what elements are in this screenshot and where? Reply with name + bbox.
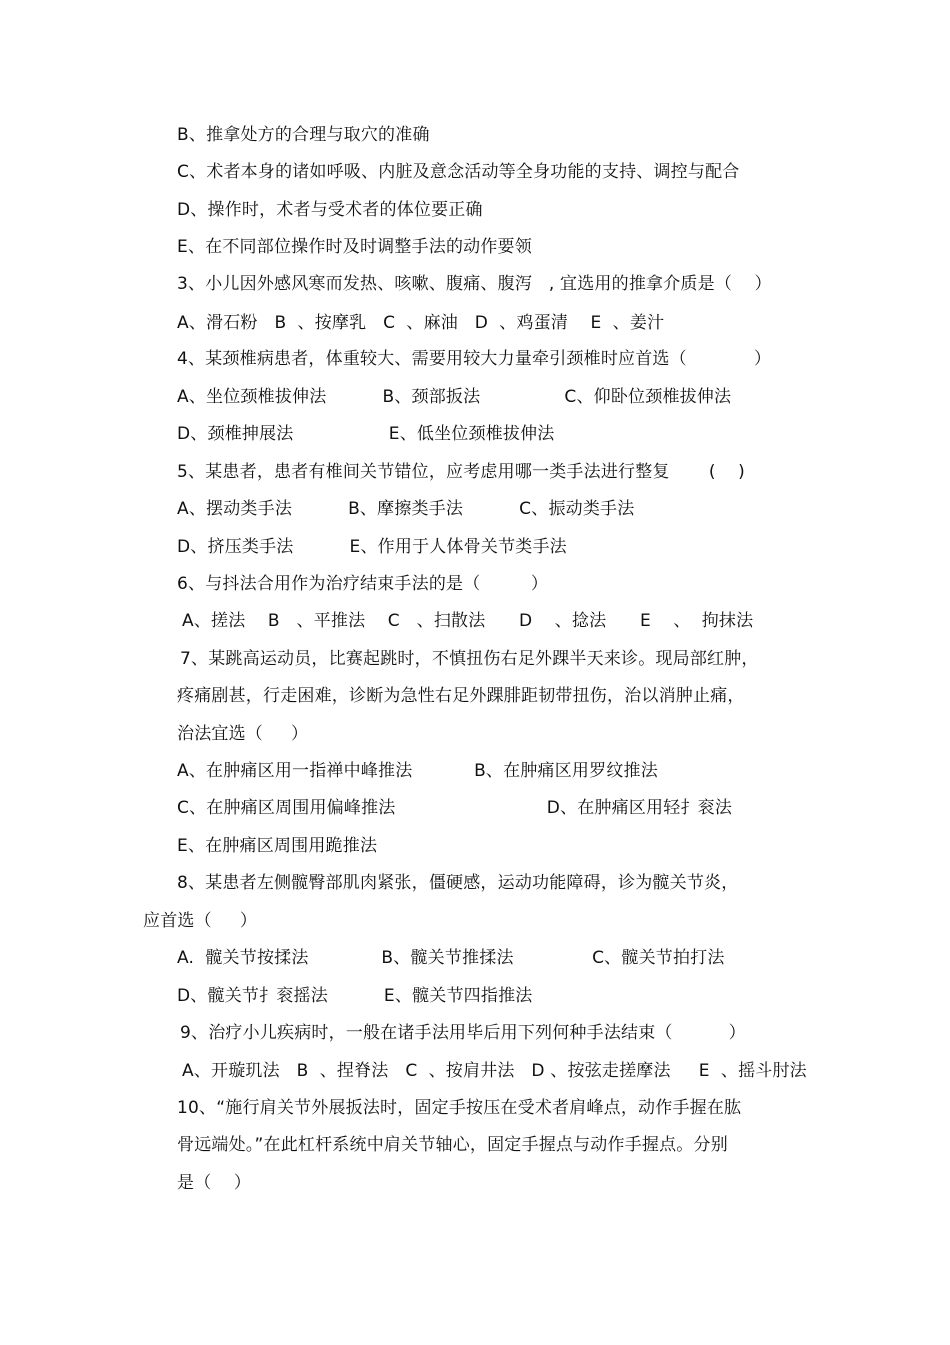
text-line: E、在肿痛区周围用跪推法 xyxy=(177,836,378,856)
text-line: 9、治疗小儿疾病时，一般在诸手法用毕后用下列何种手法结束（ ） xyxy=(180,1023,746,1043)
text-line: E、在不同部位操作时及时调整手法的动作要领 xyxy=(177,237,532,257)
text-line: D、颈椎抻展法 E、低坐位颈椎拔伸法 xyxy=(177,424,555,444)
text-line: C、在肿痛区周围用偏峰推法 D、在肿痛区用轻扌衮法 xyxy=(177,798,733,818)
text-line: A、坐位颈椎拔伸法 B、颈部扳法 C、仰卧位颈椎拔伸法 xyxy=(177,387,732,407)
text-line: 6、与抖法合用作为治疗结束手法的是（ ） xyxy=(177,574,549,594)
text-line: 8、某患者左侧髋臀部肌肉紧张，僵硬感，运动功能障碍，诊为髋关节炎， xyxy=(177,873,739,893)
text-line: 5、某患者，患者有椎间关节错位，应考虑用哪一类手法进行整复 ( ) xyxy=(177,462,745,482)
text-line: A、在肿痛区用一指禅中峰推法 B、在肿痛区用罗纹推法 xyxy=(177,761,658,781)
text-line: D、操作时，术者与受术者的体位要正确 xyxy=(177,200,483,220)
text-line: A、滑石粉 B 、按摩乳 C 、麻油 D 、鸡蛋清 E 、姜汁 xyxy=(177,313,665,333)
text-line: 应首选（ ） xyxy=(143,911,258,931)
text-line: A. 髋关节按揉法 B、髋关节推揉法 C、髋关节拍打法 xyxy=(177,948,725,968)
text-line: D、髋关节扌衮摇法 E、髋关节四指推法 xyxy=(177,986,533,1006)
text-line: 是（ ） xyxy=(177,1173,252,1193)
text-line: 骨远端处。”在此杠杆系统中肩关节轴心，固定手握点与动作手握点。分别 xyxy=(177,1135,728,1155)
text-line: 7、某跳高运动员，比赛起跳时，不慎扭伤右足外踝半天来诊。现局部红肿， xyxy=(180,649,759,669)
text-line: 疼痛剧甚，行走困难，诊断为急性右足外踝腓距韧带扭伤，治以消肿止痛， xyxy=(177,686,745,706)
text-line: B、推拿处方的合理与取穴的准确 xyxy=(177,125,430,145)
text-line: 治法宜选（ ） xyxy=(177,724,309,744)
text-line: C、术者本身的诸如呼吸、内脏及意念活动等全身功能的支持、调控与配合 xyxy=(177,162,740,182)
text-line: 3、小儿因外感风寒而发热、咳嗽、腹痛、腹泻 , 宜选用的推拿介质是（ ） xyxy=(177,274,772,294)
text-line: 4、某颈椎病患者，体重较大、需要用较大力量牵引颈椎时应首选（ ） xyxy=(177,349,772,369)
text-line: A、摆动类手法 B、摩擦类手法 C、振动类手法 xyxy=(177,499,635,519)
text-line: D、挤压类手法 E、作用于人体骨关节类手法 xyxy=(177,537,567,557)
text-line: 10、“施行肩关节外展扳法时，固定手按压在受术者肩峰点，动作手握在肱 xyxy=(177,1098,742,1118)
text-line: A、开璇玑法 B 、捏脊法 C 、按肩井法 D 、按弦走搓摩法 E 、摇斗肘法 xyxy=(182,1061,807,1081)
text-line: A、搓法 B 、平推法 C 、扫散法 D 、捻法 E 、 拘抹法 xyxy=(182,611,754,631)
